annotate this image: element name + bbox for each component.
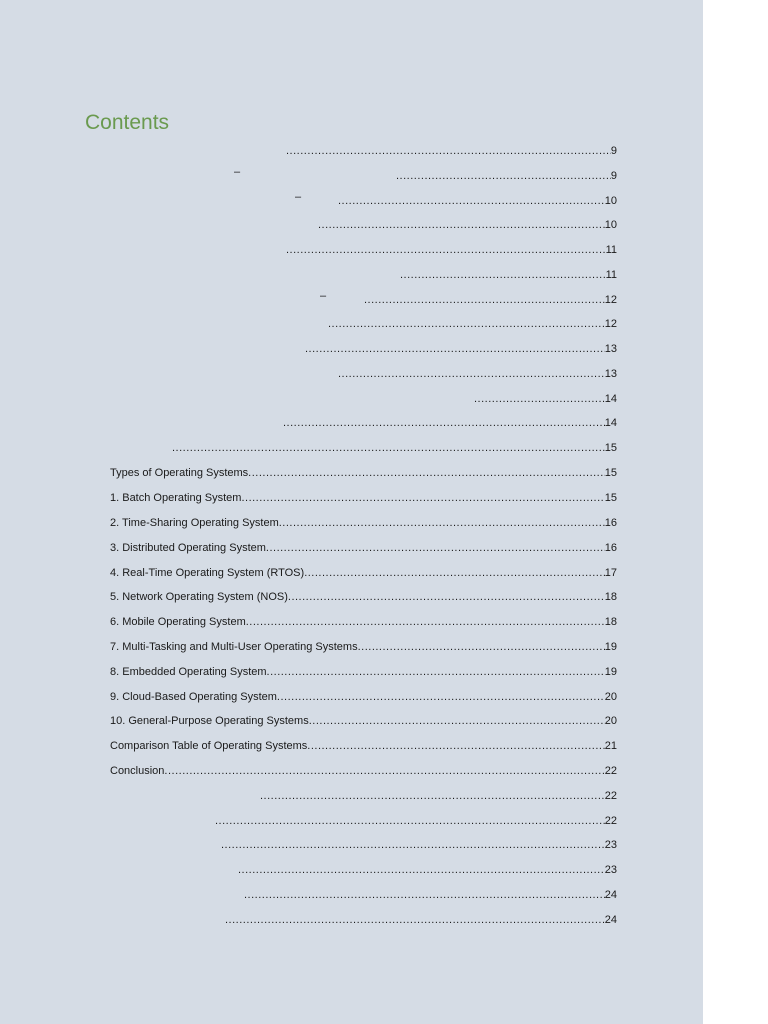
toc-entry[interactable]	[172, 439, 617, 455]
dot-leader	[304, 567, 605, 580]
dot-leader	[260, 790, 605, 803]
toc-entry[interactable]	[260, 787, 617, 803]
dot-leader	[396, 170, 611, 183]
toc-entry-page-number: 9	[610, 170, 617, 182]
toc-entry[interactable]	[244, 886, 617, 902]
dot-leader	[164, 765, 604, 778]
toc-entry[interactable]	[110, 539, 617, 555]
en-dash: –	[320, 290, 327, 302]
toc-entry[interactable]	[286, 241, 617, 257]
toc-entry[interactable]	[110, 514, 617, 530]
toc-entry-label: 5. Network Operating System (NOS)	[110, 591, 288, 603]
toc-entry-page-number: 20	[604, 715, 617, 727]
en-dash: –	[295, 191, 302, 203]
en-dash: –	[234, 166, 241, 178]
dot-leader	[241, 492, 604, 505]
dot-leader	[215, 815, 605, 828]
toc-entry-label: Comparison Table of Operating Systems	[110, 740, 308, 752]
dot-leader	[338, 195, 605, 208]
toc-entry[interactable]	[283, 414, 617, 430]
toc-entry[interactable]	[238, 861, 617, 877]
toc-entry-page-number: 19	[604, 666, 617, 678]
toc-entry-page-number: 15	[604, 442, 617, 454]
toc-entry[interactable]	[110, 688, 617, 704]
toc-entry-label: 4. Real-Time Operating System (RTOS)	[110, 567, 305, 579]
dot-leader	[172, 442, 605, 455]
toc-entry[interactable]	[225, 911, 617, 927]
toc-entry[interactable]	[396, 167, 617, 183]
dot-leader	[283, 417, 605, 430]
dot-leader	[221, 839, 605, 852]
toc-entry[interactable]	[110, 464, 617, 480]
dot-leader	[400, 269, 606, 282]
toc-entry-page-number: 11	[605, 269, 617, 281]
toc-entry[interactable]	[318, 216, 617, 232]
toc-entry-page-number: 9	[610, 145, 617, 157]
toc-entry[interactable]	[110, 588, 617, 604]
toc-entry-page-number: 11	[605, 244, 617, 256]
dot-leader	[277, 691, 605, 704]
dot-leader	[305, 343, 605, 356]
toc-entry-label: 8. Embedded Operating System	[110, 666, 267, 678]
dot-leader	[364, 294, 605, 307]
dot-leader	[307, 740, 604, 753]
toc-entry[interactable]	[364, 291, 617, 307]
toc-entry-page-number: 10	[604, 195, 617, 207]
toc-entry-page-number: 13	[604, 368, 617, 380]
toc-entry-page-number: 10	[604, 219, 617, 231]
toc-entry-page-number: 16	[604, 517, 617, 529]
toc-entry-page-number: 15	[604, 467, 617, 479]
toc-entry-page-number: 22	[604, 765, 617, 777]
toc-entry[interactable]	[110, 489, 617, 505]
toc-entry-label: 2. Time-Sharing Operating System	[110, 517, 279, 529]
toc-entry-page-number: 18	[604, 616, 617, 628]
toc-entry-page-number: 23	[604, 864, 617, 876]
dot-leader	[246, 616, 605, 629]
contents-heading: Contents	[85, 111, 170, 134]
toc-entry-page-number: 23	[604, 839, 617, 851]
toc-entry-label: 7. Multi-Tasking and Multi-User Operating Systems	[110, 641, 358, 653]
toc-entry[interactable]	[110, 712, 617, 728]
toc-entry-label: 6. Mobile Operating System	[110, 616, 246, 628]
dot-leader	[225, 914, 605, 927]
toc-entry[interactable]	[110, 663, 617, 679]
toc-entry-page-number: 14	[604, 417, 617, 429]
toc-entry[interactable]	[474, 390, 617, 406]
dot-leader	[266, 542, 605, 555]
toc-entry[interactable]	[328, 315, 617, 331]
dot-leader	[338, 368, 605, 381]
toc-entry[interactable]	[400, 266, 617, 282]
toc-entry-label: 3. Distributed Operating System	[110, 542, 266, 554]
toc-entry[interactable]	[110, 638, 617, 654]
toc-entry-page-number: 17	[604, 567, 617, 579]
toc-entry[interactable]	[110, 613, 617, 629]
toc-entry-page-number: 18	[604, 591, 617, 603]
dot-leader	[279, 517, 605, 530]
toc-entry[interactable]	[215, 812, 617, 828]
dot-leader	[309, 715, 605, 728]
toc-entry-label: Conclusion	[110, 765, 165, 777]
dot-leader	[286, 145, 611, 158]
toc-entry-page-number: 16	[604, 542, 617, 554]
toc-entry-page-number: 19	[604, 641, 617, 653]
dot-leader	[328, 318, 605, 331]
dot-leader	[474, 393, 605, 406]
toc-entry[interactable]	[110, 564, 617, 580]
toc-entry-page-number: 20	[604, 691, 617, 703]
dot-leader	[244, 889, 605, 902]
dot-leader	[267, 666, 605, 679]
dot-leader	[358, 641, 605, 654]
toc-entry-page-number: 22	[604, 815, 617, 827]
toc-entry[interactable]	[286, 142, 617, 158]
toc-entry-page-number: 21	[604, 740, 617, 752]
toc-entry[interactable]	[338, 192, 617, 208]
dot-leader	[248, 467, 605, 480]
toc-entry-page-number: 12	[604, 318, 617, 330]
toc-entry[interactable]	[110, 762, 617, 778]
dot-leader	[286, 244, 606, 257]
toc-entry-label: 9. Cloud-Based Operating System	[110, 691, 277, 703]
toc-entry-label: 1. Batch Operating System	[110, 492, 242, 504]
toc-entry-label: 10. General-Purpose Operating Systems	[110, 715, 309, 727]
dot-leader	[238, 864, 605, 877]
toc-entry-label: Types of Operating Systems	[110, 467, 249, 479]
toc-entry-page-number: 15	[604, 492, 617, 504]
dot-leader	[318, 219, 605, 232]
toc-entry-page-number: 24	[604, 914, 617, 926]
toc-entry-page-number: 24	[604, 889, 617, 901]
toc-entry-page-number: 13	[604, 343, 617, 355]
toc-entry-page-number: 12	[604, 294, 617, 306]
dot-leader	[288, 591, 605, 604]
toc-entry[interactable]	[221, 836, 617, 852]
toc-entry[interactable]	[338, 365, 617, 381]
toc-entry[interactable]	[110, 737, 617, 753]
toc-entry-page-number: 14	[604, 393, 617, 405]
toc-entry[interactable]	[305, 340, 617, 356]
toc-entry-page-number: 22	[604, 790, 617, 802]
